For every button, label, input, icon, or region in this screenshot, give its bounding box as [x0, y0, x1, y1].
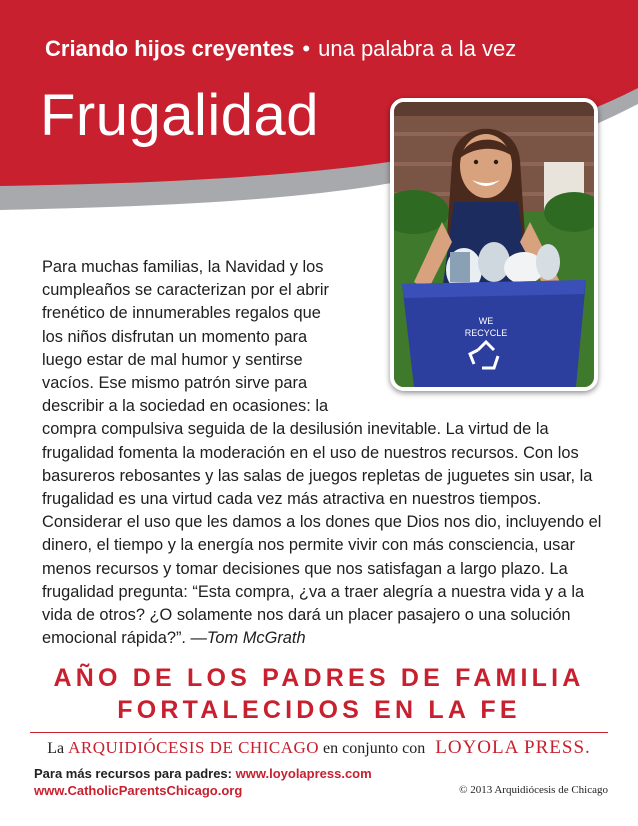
article-author: —Tom McGrath [190, 629, 306, 648]
series-title-bold: Criando hijos creyentes [45, 36, 295, 61]
bullet-separator: • [302, 36, 311, 61]
loyola-press-logo: LOYOLA PRESS. [435, 737, 591, 758]
copyright: © 2013 Arquidiócesis de Chicago [459, 784, 608, 796]
article-text: Para muchas familias, la Navidad y los cumpleaños se caracterizan por el abrir frenético de innumerables regalos que los niños disfrutan un momento para luego estar de mal humor y sentirse vacíos. Ese mismo patrón sirve para describir a la sociedad en ocasiones: la compra compulsiva seguida de la desilusión inevitable. La virtud de la frugalidad fomenta la moderación en el uso de nuestros recursos. Con los basureros rebosantes y las salas de juegos repletas de juguetes sin usar, la frugalidad es una virtud cada vez más atractiva en nuestros tiempos. Considerar el uso que les damos a los dones que Dios nos dio, incluyendo el dinero, el tiempo y la energía nos permite vivir con más consciencia, usar menos recursos y tomar decisiones que nos satisfagan a largo plazo. La frugalidad pregunta: “Esta compra, ¿va a traer alegría a nuestra vida y a la vida de otros? ¿O solamente nos dará un placer pasajero o una solución emocional rápida?”. [42, 258, 602, 648]
footer-divider [30, 732, 608, 733]
series-title [45, 36, 516, 62]
partner-la: La [47, 740, 65, 757]
bin-label-we: WE [478, 316, 494, 326]
loyolapress-link[interactable]: www.loyolapress.com [235, 766, 372, 781]
year-heading-line1: AÑO DE LOS PADRES DE FAMILIA [53, 664, 585, 692]
catholicparents-link[interactable]: www.CatholicParentsChicago.org [34, 783, 243, 798]
resources-label: Para más recursos para padres: [34, 766, 232, 781]
series-title-rest: una palabra a la vez [318, 36, 517, 61]
article-body [42, 256, 602, 650]
archdiocese-name: ARQUIDIÓCESIS DE CHICAGO [68, 738, 320, 757]
partner-conjunto: en conjunto con [323, 740, 426, 757]
year-heading-line2: FORTALECIDOS EN LA FE [117, 696, 521, 724]
page-title: Frugalidad [40, 83, 320, 148]
photo-wrap-spacer [330, 256, 602, 418]
resources-block [34, 765, 372, 799]
partner-line [30, 737, 608, 759]
bin-label-recycle: RECYCLE [464, 328, 508, 338]
